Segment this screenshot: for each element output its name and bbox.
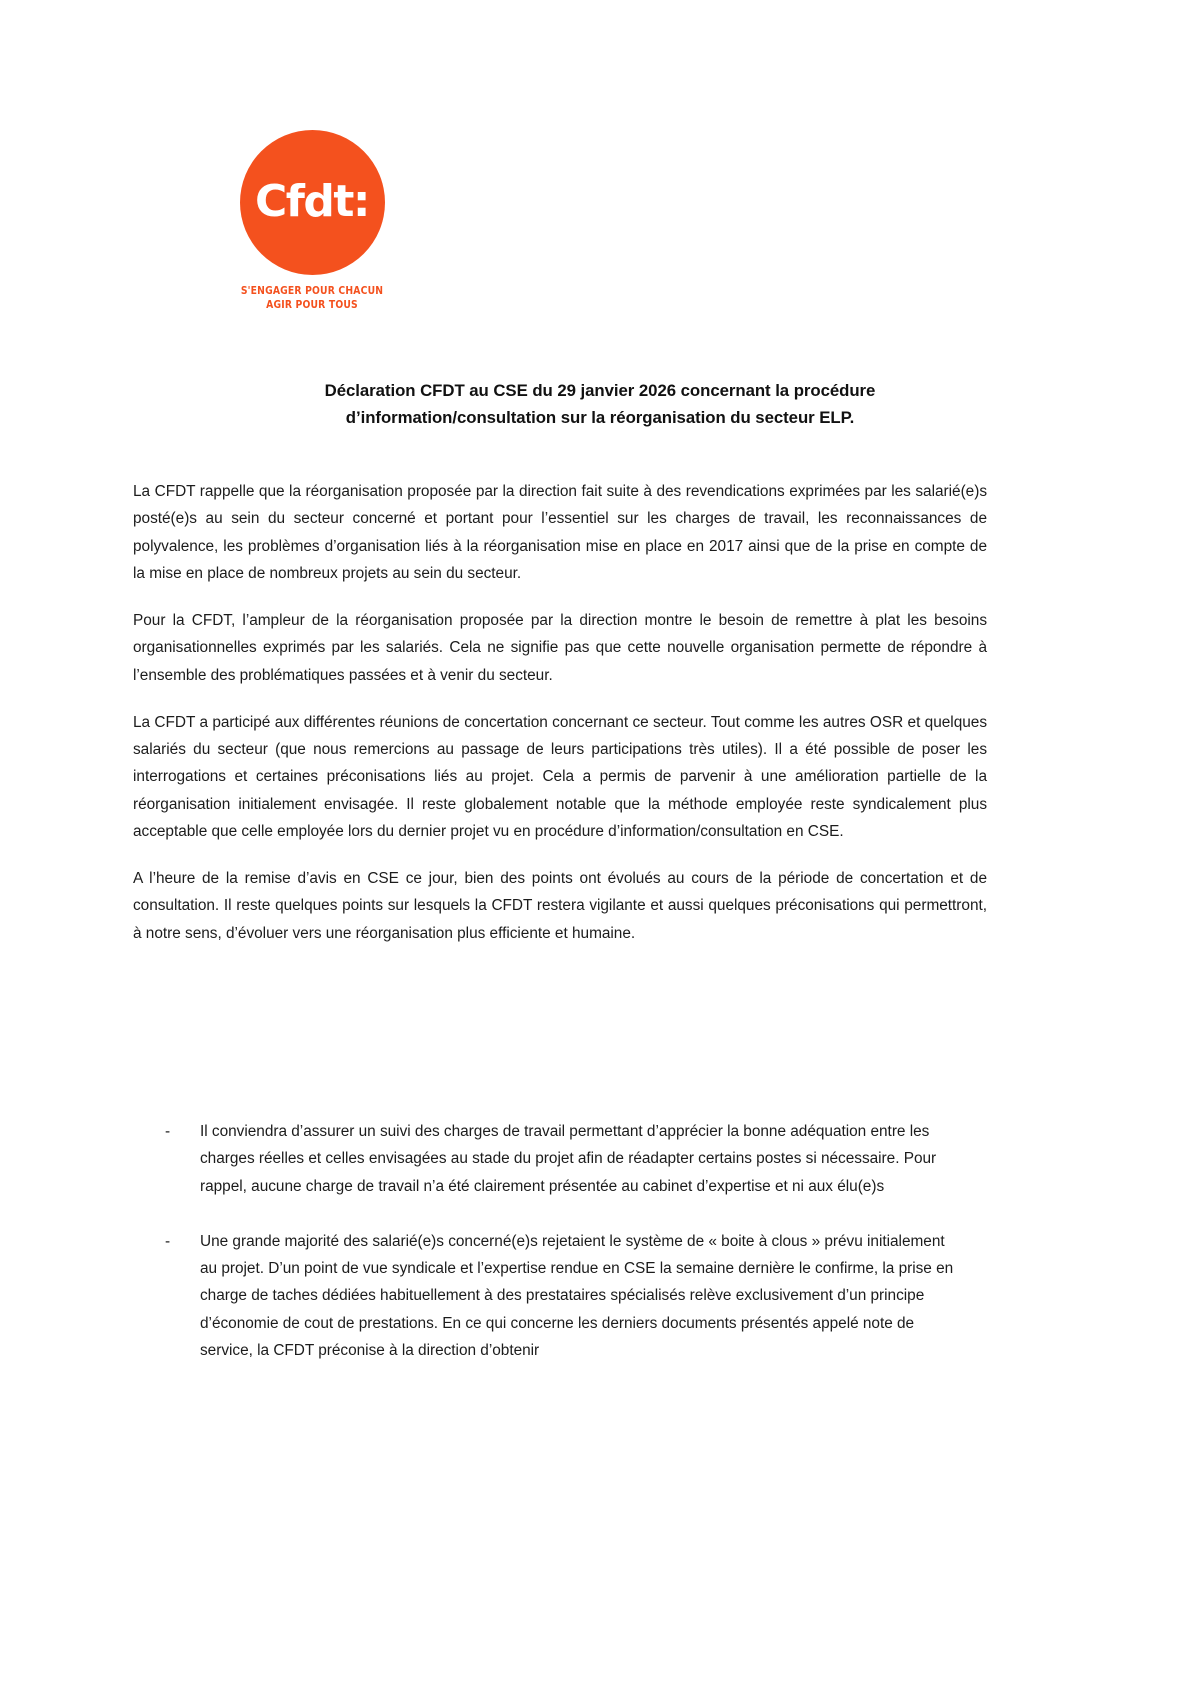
- body-text: [133, 478, 987, 947]
- page-title: [200, 377, 1000, 431]
- cfdt-logo: [222, 130, 402, 312]
- list-item: [163, 1118, 963, 1200]
- cfdt-wordmark: Cfdt:: [254, 175, 370, 227]
- page-title-line1: Déclaration CFDT au CSE du 29 janvier 2026 concernant la procédure: [324, 381, 876, 401]
- paragraph: Pour la CFDT, l’ampleur de la réorganisation proposée par la direction montre le besoin de remettre à plat les besoins organisationnelles exprimés par les salariés. Cela ne signifie pas que cette nouvelle organisation permette de répondre à l’ensemble des problématiques passées et à venir du secteur.: [133, 612, 987, 684]
- recommendations-list: [163, 1118, 963, 1364]
- paragraph: A l’heure de la remise d’avis en CSE ce jour, bien des points ont évolués au cours de la période de concertation et de consultation. Il reste quelques points sur lesquels la CFDT restera vigilante et aussi quelques préconisations qui permettront, à notre sens, d’évoluer vers une réorganisation plus efficiente et humaine.: [133, 870, 987, 942]
- cfdt-logo-circle: [240, 130, 385, 275]
- cfdt-tagline-line2: AGIR POUR TOUS: [266, 299, 358, 312]
- bullet-marker-icon: -: [165, 1123, 171, 1140]
- page-title-line2: d’information/consultation sur la réorganisation du secteur ELP.: [345, 408, 855, 428]
- cfdt-tagline: [233, 284, 391, 312]
- list-item-text: Une grande majorité des salarié(e)s concerné(e)s rejetaient le système de « boite à clous » prévu initialement au projet. D’un point de vue syndicale et l’expertise rendue en CSE la semaine dernière le confirme, la prise en charge de taches dédiées habituellement à des prestataires spécialisés relève exclusivement d’un principe d’économie de cout de prestations. En ce qui concerne les derniers documents présentés appelé note de service, la CFDT préconise à la direction d’obtenir: [200, 1232, 954, 1359]
- list-item-text: Il conviendra d’assurer un suivi des charges de travail permettant d’apprécier la bonne adéquation entre les charges réelles et celles envisagées au stade du projet afin de réadapter certains postes si nécessaire. Pour rappel, aucune charge de travail n’a été clairement présentée au cabinet d’expertise et ni aux élu(e)s: [200, 1123, 937, 1195]
- paragraph: La CFDT rappelle que la réorganisation proposée par la direction fait suite à des revendications exprimées par les salarié(e)s posté(e)s au sein du secteur concerné et portant pour l’essentiel sur les charges de travail, les reconnaissances de polyvalence, les problèmes d’organisation liés à la réorganisation mise en place en 2017 ainsi que de la prise en compte de la mise en place de nombreux projets au sein du secteur.: [133, 483, 987, 582]
- list-item: [163, 1228, 963, 1364]
- paragraph: La CFDT a participé aux différentes réunions de concertation concernant ce secteur. Tout comme les autres OSR et quelques salariés du secteur (que nous remercions au passage de leurs participations très utiles). Il a été possible de poser les interrogations et certaines préconisations liés au projet. Cela a permis de parvenir à une amélioration partielle de la réorganisation initialement envisagée. Il reste globalement notable que la méthode employée reste syndicalement plus acceptable que celle employée lors du dernier projet vu en procédure d’information/consultation en CSE.: [133, 713, 987, 840]
- cfdt-tagline-line1: S'ENGAGER POUR CHACUN: [240, 285, 384, 297]
- bullet-marker-icon: -: [165, 1232, 171, 1250]
